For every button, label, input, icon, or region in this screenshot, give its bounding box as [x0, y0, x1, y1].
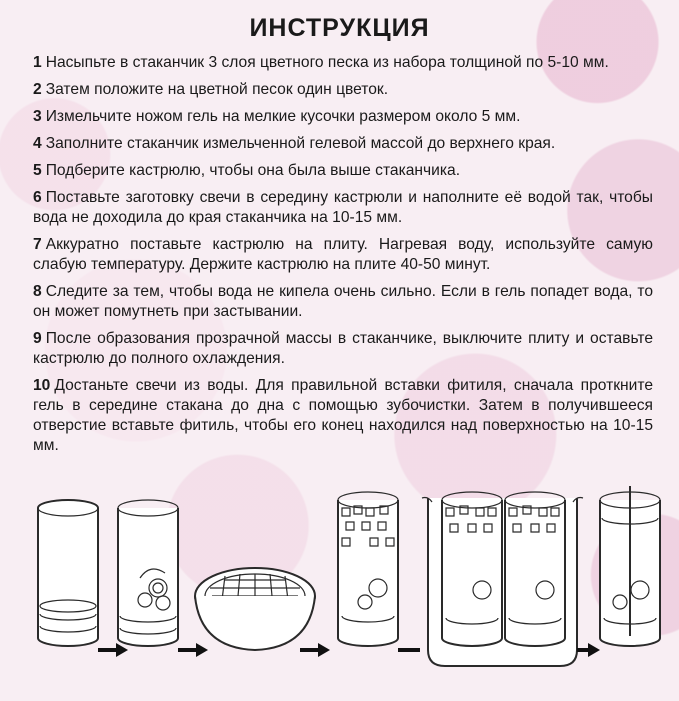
step-text: Аккуратно поставьте кастрюлю на плиту. Нагревая воду, используйте самую слабую температуру. Держите кастрюлю на плите 40-50 минут. [33, 236, 653, 273]
step-item [33, 376, 653, 456]
step-number: 3 [33, 108, 42, 125]
step-text: После образования прозрачной массы в стаканчике, выключите плиту и оставьте кастрюлю до полного охлаждения. [33, 330, 653, 367]
step-item [33, 107, 653, 127]
arrow-head-icon [196, 643, 208, 657]
steps-list [33, 53, 653, 463]
step-number: 7 [33, 236, 42, 253]
candle-process-illustration [0, 478, 679, 693]
step-text: Достаньте свечи из воды. Для правильной вставки фитиля, сначала проткните гель в середине стакана до дна с помощью зубочистки. Затем в получившееся отверстие вставьте фитиль, чтобы его конец находился над поверхностью на 10-15 мм. [33, 377, 653, 454]
pot-with-candles-illustration [422, 492, 583, 666]
step-number: 4 [33, 135, 42, 152]
step-text: Насыпьте в стаканчик 3 слоя цветного песка из набора толщиной по 5-10 мм. [45, 54, 609, 71]
step-number: 1 [33, 54, 42, 71]
step-number: 6 [33, 189, 42, 206]
step-number: 9 [33, 330, 42, 347]
step-number: 2 [33, 81, 42, 98]
finished-candle-illustration [600, 486, 660, 646]
step-item [33, 80, 653, 100]
glass-filled-gel-illustration [338, 492, 398, 646]
step-number: 10 [33, 377, 51, 394]
step-text: Следите за тем, чтобы вода не кипела очень сильно. Если в гель попадет вода, то он может помутнеть при застывании. [33, 283, 653, 320]
step-item [33, 134, 653, 154]
step-text: Заполните стаканчик измельченной гелевой массой до верхнего края. [45, 135, 556, 152]
step-item [33, 282, 653, 322]
step-text: Поставьте заготовку свечи в середину кастрюли и наполните её водой так, чтобы вода не доходила до края стаканчика на 10-15 мм. [33, 189, 653, 226]
glass-with-flower-illustration [118, 500, 178, 646]
step-number: 5 [33, 162, 42, 179]
step-item [33, 235, 653, 275]
step-item [33, 329, 653, 369]
arrow-head-icon [318, 643, 330, 657]
arrow-head-icon [588, 643, 600, 657]
step-item [33, 188, 653, 228]
page-title: ИНСТРУКЦИЯ [249, 14, 430, 42]
arrow-head-icon [116, 643, 128, 657]
step-text: Затем положите на цветной песок один цветок. [45, 81, 389, 98]
step-text: Измельчите ножом гель на мелкие кусочки размером около 5 мм. [45, 108, 521, 125]
step-number: 8 [33, 283, 42, 300]
gel-bowl-illustration [195, 568, 315, 650]
glass-with-sand-illustration [38, 500, 98, 646]
step-item [33, 53, 653, 73]
step-text: Подберите кастрюлю, чтобы она была выше стаканчика. [45, 162, 461, 179]
step-item [33, 161, 653, 181]
